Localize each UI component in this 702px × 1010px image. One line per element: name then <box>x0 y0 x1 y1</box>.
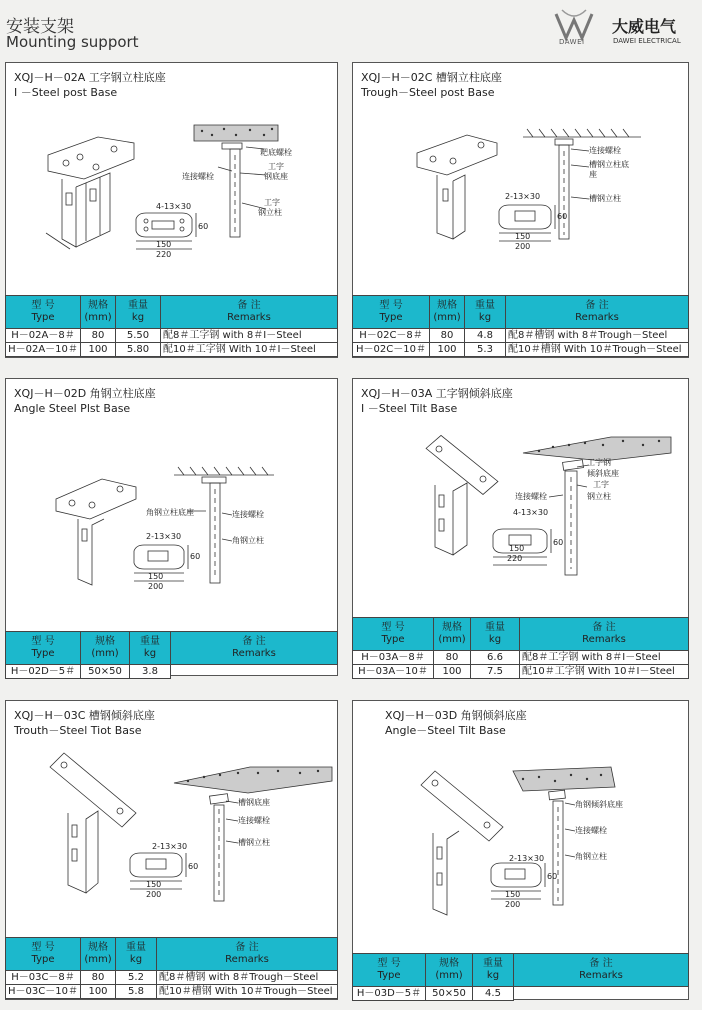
diagram-label: 2-13×30 <box>509 854 545 863</box>
diagram-label: 耙底螺栓 <box>260 148 292 157</box>
diagram-label: 槽钢立柱 <box>238 838 270 847</box>
diagram-label: 连接螺栓 <box>589 146 621 155</box>
diagram-label: 60 <box>547 872 558 881</box>
diagram-label: 钢立柱 <box>587 492 611 501</box>
page-title-en: Mounting support <box>6 33 139 51</box>
spec-table: 型 号 Type 规格 (mm) 重量 kg 备 注 Remarks H－03D－5＃ 50×50 4.5 <box>352 953 689 1001</box>
table-row: H－02C－10＃ 100 5.3 配10＃槽钢 With 10＃Trough－Steel <box>353 343 689 357</box>
angle-steel-post-base-diagram <box>6 379 339 619</box>
table-row: H－03A－8＃ 80 6.6 配8＃工字钢 with 8＃I－Steel <box>353 651 689 665</box>
trough-steel-tilt-base-diagram <box>6 701 339 941</box>
diagram-label: 150 <box>156 240 172 249</box>
diagram-label: 连接螺栓 <box>238 816 270 825</box>
panel-code: XQJ－H－03D 角钢倾斜底座 <box>385 709 527 722</box>
diagram-label: 60 <box>553 538 564 547</box>
i-steel-post-base-diagram <box>6 63 339 303</box>
diagram-label: 150 <box>505 890 521 899</box>
diagram-label: 倾斜底座 <box>587 469 619 478</box>
diagram-label: 150 <box>515 232 531 241</box>
diagram-label: 角钢立柱 <box>575 852 607 861</box>
panel-02a <box>5 62 338 358</box>
diagram-label: 2-13×30 <box>152 842 188 851</box>
diagram-label: 工字 <box>268 162 284 171</box>
panel-name: Trough－Steel post Base <box>361 86 495 99</box>
brand-name-cn: 大威电气 <box>612 17 677 36</box>
trough-steel-post-base-diagram <box>353 63 690 303</box>
diagram-label: 工字钢 <box>587 458 611 467</box>
diagram-label: 150 <box>148 572 164 581</box>
diagram-label: 连接螺栓 <box>182 172 214 181</box>
diagram-label: 槽钢立柱 <box>589 194 621 203</box>
panel-code: XQJ－H－03A 工字钢倾斜底座 <box>361 387 513 400</box>
panel-name: Trouth－Steel Tiot Base <box>14 724 142 737</box>
table-row: H－02A－10＃ 100 5.80 配10＃工字钢 With 10＃I－Steel <box>6 343 338 357</box>
table-row: H－02C－8＃ 80 4.8 配8＃槽钢 with 8＃Trough－Steel <box>353 329 689 343</box>
spec-table: 型 号 Type 规格 (mm) 重量 kg 备 注 Remarks H－02D－5＃ 50×50 3.8 <box>5 631 338 679</box>
diagram-label: 座 <box>589 170 597 179</box>
diagram-label: 60 <box>190 552 201 561</box>
spec-table: 型 号 Type 规格 (mm) 重量 kg 备 注 Remarks H－03C－8＃ 80 5.2 配8＃槽钢 with 8＃Trough－Steel H－03C－10＃ 100 5.8 配10＃槽钢 With 10＃Trough－Steel <box>5 937 338 999</box>
diagram-label: 连接螺栓 <box>515 492 547 501</box>
panel-name: Angle Steel Plst Base <box>14 402 131 415</box>
diagram-label: 220 <box>507 554 523 563</box>
diagram-label: 60 <box>198 222 209 231</box>
panel-name: Angle－Steel Tilt Base <box>385 724 506 737</box>
panel-03a <box>352 378 689 678</box>
panel-code: XQJ－H－02A 工字钢立柱底座 <box>14 71 166 84</box>
i-steel-tilt-base-diagram <box>353 379 690 619</box>
panel-03d <box>352 700 689 1000</box>
diagram-label: 钢立柱 <box>258 208 282 217</box>
table-row: H－02A－8＃ 80 5.50 配8＃工字钢 with 8＃I－Steel <box>6 329 338 343</box>
panel-name: I －Steel post Base <box>14 86 118 99</box>
diagram-label: 4-13×30 <box>513 508 549 517</box>
diagram-label: 工字 <box>264 198 280 207</box>
panel-02c <box>352 62 689 358</box>
diagram-label: 槽钢立柱底 <box>589 160 629 169</box>
diagram-label: 200 <box>515 242 531 251</box>
logo-subtext: DAWEI <box>559 38 585 46</box>
table-row: H－03C－10＃ 100 5.8 配10＃槽钢 With 10＃Trough－Steel <box>6 985 338 999</box>
spec-table: 型 号 Type 规格 (mm) 重量 kg 备 注 Remarks H－03A－8＃ 80 6.6 配8＃工字钢 with 8＃I－Steel H－03A－10＃ 100 7.5 配10＃工字钢 With 10＃I－Steel <box>352 617 689 679</box>
panel-code: XQJ－H－03C 槽钢倾斜底座 <box>14 709 155 722</box>
table-row: H－02D－5＃ 50×50 3.8 <box>6 665 338 679</box>
spec-table: 型 号 Type 规格 (mm) 重量 kg 备 注 Remarks H－02A－8＃ 80 5.50 配8＃工字钢 with 8＃I－Steel H－02A－10＃ 100 5.80 配10＃工字钢 With 10＃I－Steel <box>5 295 338 357</box>
diagram-label: 工字 <box>593 480 609 489</box>
panel-02d <box>5 378 338 676</box>
diagram-label: 60 <box>557 212 568 221</box>
diagram-label: 角钢立柱底座 <box>146 508 194 517</box>
diagram-label: 钢底座 <box>264 172 288 181</box>
diagram-label: 角钢倾斜底座 <box>575 800 623 809</box>
table-row: H－03D－5＃ 50×50 4.5 <box>353 987 689 1001</box>
diagram-label: 连接螺栓 <box>575 826 607 835</box>
page-title-cn: 安装支架 <box>6 17 74 37</box>
diagram-label: 200 <box>505 900 521 909</box>
diagram-label: 2-13×30 <box>146 532 182 541</box>
diagram-label: 角钢立柱 <box>232 536 264 545</box>
diagram-label: 连接螺栓 <box>232 510 264 519</box>
brand-name-en: DAWEI ELECTRICAL <box>613 37 681 45</box>
diagram-label: 60 <box>188 862 199 871</box>
panel-03c <box>5 700 338 1000</box>
diagram-label: 220 <box>156 250 172 259</box>
spec-table: 型 号 Type 规格 (mm) 重量 kg 备 注 Remarks H－02C－8＃ 80 4.8 配8＃槽钢 with 8＃Trough－Steel H－02C－10＃ 100 5.3 配10＃槽钢 With 10＃Trough－Steel <box>352 295 689 357</box>
diagram-label: 2-13×30 <box>505 192 541 201</box>
diagram-label: 150 <box>509 544 525 553</box>
diagram-label: 槽钢底座 <box>238 798 270 807</box>
panel-name: I －Steel Tilt Base <box>361 402 458 415</box>
panel-code: XQJ－H－02C 槽钢立柱底座 <box>361 71 502 84</box>
panel-code: XQJ－H－02D 角钢立柱底座 <box>14 387 156 400</box>
table-row: H－03C－8＃ 80 5.2 配8＃槽钢 with 8＃Trough－Steel <box>6 971 338 985</box>
angle-steel-tilt-base-diagram <box>353 701 690 941</box>
diagram-label: 200 <box>148 582 164 591</box>
diagram-label: 4-13×30 <box>156 202 192 211</box>
diagram-label: 150 <box>146 880 162 889</box>
diagram-label: 200 <box>146 890 162 899</box>
table-row: H－03A－10＃ 100 7.5 配10＃工字钢 With 10＃I－Steel <box>353 665 689 679</box>
